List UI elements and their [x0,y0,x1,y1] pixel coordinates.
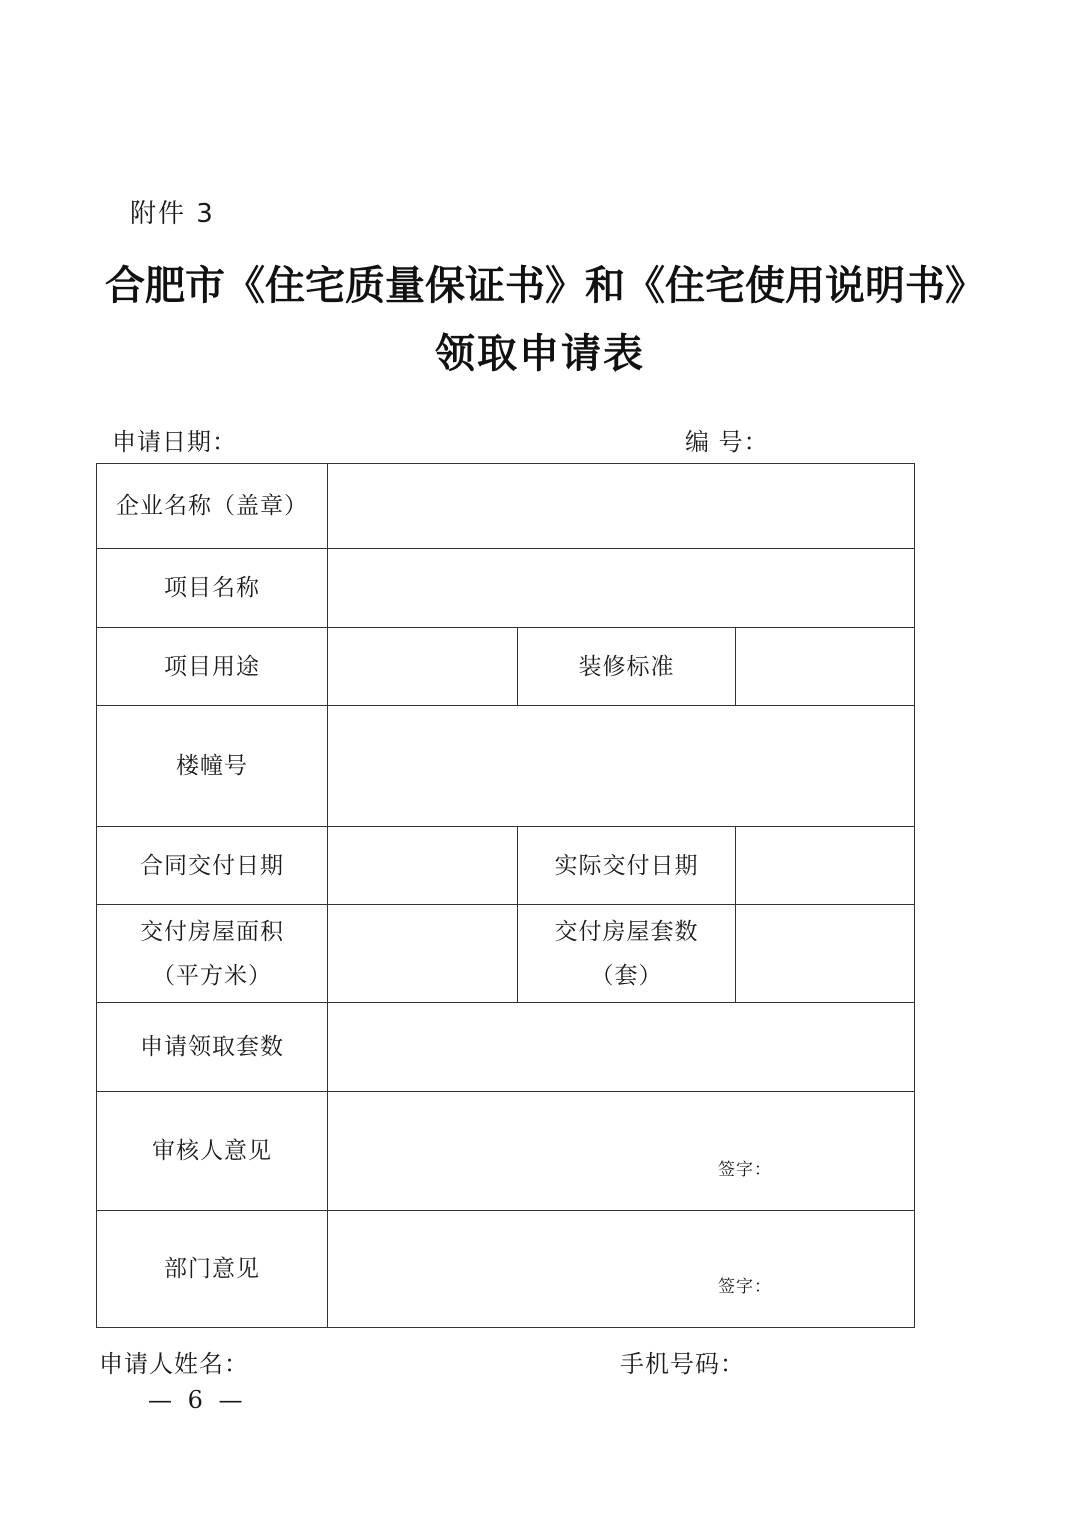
project-name-field[interactable] [328,549,915,628]
delivered-units-label [518,905,736,1003]
page-number: — 6 — [148,1386,247,1414]
phone-number-label: 手机号码： [620,1350,745,1378]
delivered-area-label [97,905,328,1003]
decoration-standard-field[interactable] [736,628,915,706]
row-department-opinion [97,1211,915,1328]
delivered-area-label-line1: 交付房屋面积 [140,918,284,945]
row-delivery-dates [97,827,915,905]
application-date-label: 申请日期： [112,428,237,456]
serial-number-label: 编 号： [685,428,769,456]
delivered-units-field[interactable] [736,905,915,1003]
building-number-field[interactable] [328,706,915,827]
row-delivered-quantities [97,905,915,1003]
form-title: 合肥市《住宅质量保证书》和《住宅使用说明书》 [105,262,985,309]
delivered-area-field[interactable] [328,905,518,1003]
contract-delivery-date-field[interactable] [328,827,518,905]
actual-delivery-date-field[interactable] [736,827,915,905]
row-building-number [97,706,915,827]
project-use-label: 项目用途 [97,628,328,706]
delivered-units-label-line1: 交付房屋套数 [554,918,699,945]
department-opinion-field[interactable] [328,1211,915,1328]
row-reviewer-opinion [97,1092,915,1211]
company-name-label: 企业名称（盖章） [97,464,328,549]
reviewer-signature-label: 签字： [718,1160,772,1180]
project-name-label: 项目名称 [97,549,328,628]
applicant-name-label: 申请人姓名： [99,1350,249,1378]
department-signature-label: 签字： [718,1277,772,1297]
actual-delivery-date-label: 实际交付日期 [518,827,736,905]
delivered-units-label-line2: （套） [590,962,663,989]
form-subtitle: 领取申请表 [435,330,645,377]
reviewer-opinion-label: 审核人意见 [97,1092,328,1211]
row-project-use [97,628,915,706]
delivered-area-label-line2: （平方米） [152,962,272,989]
application-form-table [96,463,915,1328]
contract-delivery-date-label: 合同交付日期 [97,827,328,905]
row-company-name [97,464,915,549]
department-opinion-label: 部门意见 [97,1211,328,1328]
company-name-field[interactable] [328,464,915,549]
reviewer-opinion-field[interactable] [328,1092,915,1211]
row-requested-sets [97,1003,915,1092]
requested-sets-field[interactable] [328,1003,915,1092]
building-number-label: 楼幢号 [97,706,328,827]
attachment-label: 附件 3 [130,199,215,229]
requested-sets-label: 申请领取套数 [97,1003,328,1092]
row-project-name [97,549,915,628]
decoration-standard-label: 装修标准 [518,628,736,706]
project-use-field[interactable] [328,628,518,706]
